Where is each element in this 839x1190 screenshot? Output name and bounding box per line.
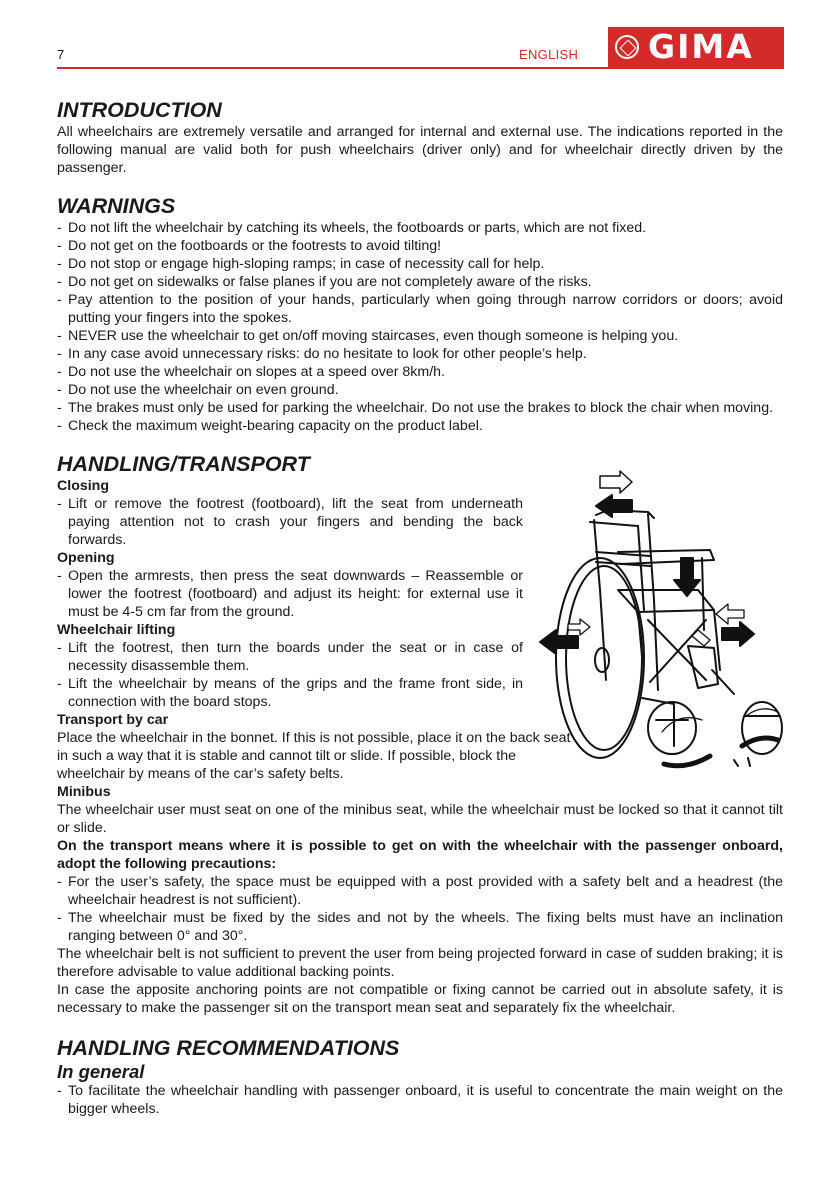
- paragraph: The wheelchair user must seat on one of the minibus seat, while the wheelchair must be locked so that it cannot tilt or slide.: [57, 802, 783, 836]
- list-item: - Lift the footrest, then turn the boards under the seat or in case of necessity disassemble them.: [57, 639, 523, 675]
- bold-paragraph: On the transport means where it is possible to get on with the wheelchair with the passenger onboard, adopt the following precautions:: [57, 838, 783, 872]
- header-divider: [57, 67, 784, 69]
- list-item: - Do not use the wheelchair on even ground.: [57, 381, 783, 399]
- subheading-minibus: Minibus: [57, 784, 111, 800]
- list-item: - Open the armrests, then press the seat downwards – Reassemble or lower the footrest (footboard) and adjust its height: for external use it must be 4-5 cm far from the ground.: [57, 567, 523, 621]
- warnings-list: [57, 219, 783, 435]
- section-title: HANDLING RECOMMENDATIONS: [57, 1036, 400, 1060]
- minibus-list: [57, 873, 783, 945]
- list-item: - Do not stop or engage high-sloping ramps; in case of necessity call for help.: [57, 255, 783, 273]
- paragraph: All wheelchairs are extremely versatile and arranged for internal and external use. The indications reported in the following manual are valid both for push wheelchairs (driver only) and for wheelchair directly driven by the passenger.: [57, 124, 783, 176]
- brand-logo: [608, 27, 784, 67]
- list-item: - Check the maximum weight-bearing capacity on the product label.: [57, 417, 783, 435]
- subheading-lifting: Wheelchair lifting: [57, 622, 176, 638]
- list-item: - For the user’s safety, the space must be equipped with a post provided with a safety belt and a headrest (the wheelchair headrest is not sufficient).: [57, 873, 783, 909]
- logo-text: GIMA: [648, 27, 754, 66]
- list-item: - In any case avoid unnecessary risks: do no hesitate to look for other people’s help.: [57, 345, 783, 363]
- list-item: - The brakes must only be used for parking the wheelchair. Do not use the brakes to block the chair when moving.: [57, 399, 783, 417]
- closing-list: [57, 495, 523, 549]
- list-item: - The wheelchair must be fixed by the sides and not by the wheels. The fixing belts must have an inclination ranging between 0° and 30°.: [57, 909, 783, 945]
- list-item: - Do not get on sidewalks or false planes if you are not completely aware of the risks.: [57, 273, 783, 291]
- list-item: - Do not lift the wheelchair by catching its wheels, the footboards or parts, which are not fixed.: [57, 219, 783, 237]
- list-item: - Pay attention to the position of your hands, particularly when going through narrow corridors or doors; avoid putting your fingers into the spokes.: [57, 291, 783, 327]
- section-title: WARNINGS: [57, 194, 176, 218]
- opening-list: [57, 567, 523, 621]
- paragraph: Place the wheelchair in the bonnet. If this is not possible, place it on the back seat in such a way that it is stable and cannot tilt or slide. If possible, block the wheelchair by means of the car’s safety belts.: [57, 730, 571, 782]
- list-item: - To facilitate the wheelchair handling with passenger onboard, it is useful to concentrate the main weight on the bigger wheels.: [57, 1082, 783, 1118]
- page-header: [57, 27, 784, 69]
- subheading-opening: Opening: [57, 550, 115, 566]
- warnings-section: [57, 193, 783, 435]
- list-item: - Do not get on the footboards or the footrests to avoid tilting!: [57, 237, 783, 255]
- list-item: - NEVER use the wheelchair to get on/off moving staircases, even though someone is helping you.: [57, 327, 783, 345]
- recommendations-list: [57, 1082, 783, 1118]
- subsection-title: In general: [57, 1061, 145, 1082]
- subheading-transport-car: Transport by car: [57, 712, 169, 728]
- page-number: 7: [57, 47, 65, 62]
- logo-emblem-icon: [615, 35, 639, 59]
- handling-recommendations-section: [57, 1035, 783, 1118]
- list-item: - Lift the wheelchair by means of the grips and the frame front side, in connection with the board stops.: [57, 675, 523, 711]
- lifting-list: [57, 639, 523, 711]
- wheelchair-folding-diagram-icon: [538, 470, 784, 776]
- list-item: - Lift or remove the footrest (footboard), lift the seat from underneath paying attention not to crash your fingers and bending the back forwards.: [57, 495, 523, 549]
- paragraph: In case the apposite anchoring points are not compatible or fixing cannot be carried out in absolute safety, it is necessary to make the passenger sit on the transport mean seat and separately fix the wheelchair.: [57, 982, 783, 1016]
- section-title: HANDLING/TRANSPORT: [57, 452, 310, 476]
- subheading-closing: Closing: [57, 478, 110, 494]
- paragraph: The wheelchair belt is not sufficient to prevent the user from being projected forward in case of sudden braking; it is therefore advisable to value additional backing points.: [57, 946, 783, 980]
- language-label: ENGLISH: [519, 47, 579, 62]
- introduction-section: [57, 97, 783, 177]
- list-item: - Do not use the wheelchair on slopes at a speed over 8km/h.: [57, 363, 783, 381]
- section-title: INTRODUCTION: [57, 98, 222, 122]
